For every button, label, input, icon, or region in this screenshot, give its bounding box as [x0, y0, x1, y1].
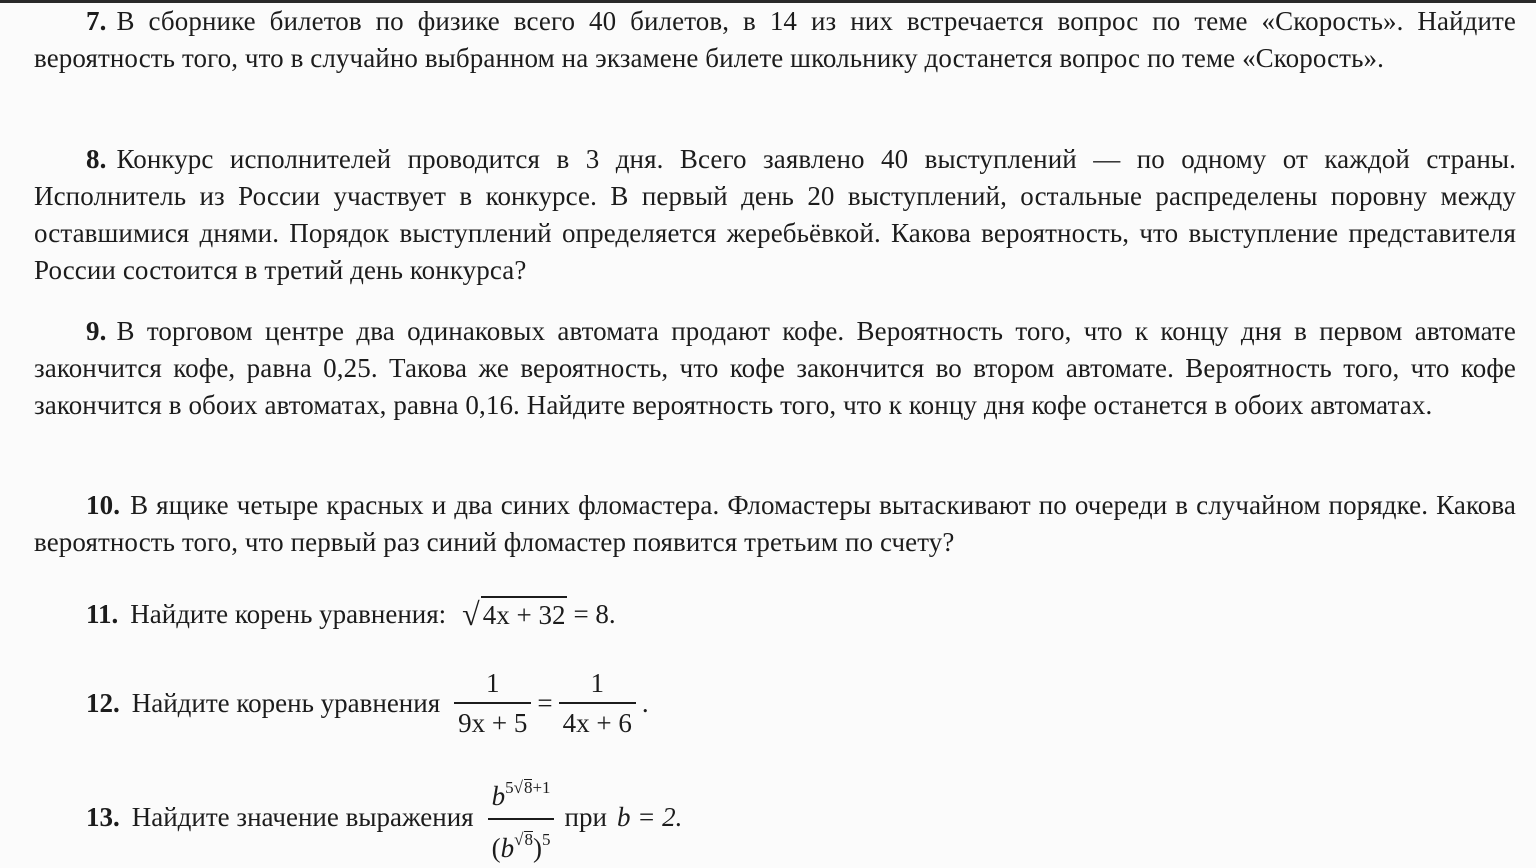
fraction-numerator: 1 [486, 668, 500, 698]
problem-number: 11. [86, 598, 119, 629]
problem-9 [34, 313, 1516, 424]
problem-number: 9. [86, 316, 107, 346]
exponent-radicand: 8 [523, 778, 533, 797]
problem-13 [86, 770, 682, 864]
exponent-coefficient: 5 [505, 778, 514, 797]
open-paren: ( [491, 833, 501, 863]
period: . [641, 687, 649, 718]
fraction-numerator: 1 [590, 668, 604, 698]
problem-8 [34, 141, 1516, 289]
equals-sign: = [537, 687, 553, 718]
square-root-expression [462, 596, 567, 632]
problem-text: Найдите корень уравнения: [130, 598, 447, 629]
condition-word: при [564, 801, 607, 832]
problem-number: 12. [86, 687, 120, 718]
right-fraction [559, 664, 636, 742]
problem-number: 10. [86, 490, 121, 520]
problem-10 [34, 487, 1516, 561]
problem-text: В сборнике билетов по физике всего 40 билетов, в 14 из них встречается вопрос по теме «Скорость». Найдите вероятность того, что в случайно выбранном на экзамене билете школьнику достанется вопрос по теме «Скорость». [34, 6, 1516, 73]
problem-text: В ящике четыре красных и два синих фломастера. Фломастеры вытаскивают по очереди в случайном порядке. Какова вероятность того, что первый раз синий фломастер появится третьим по счету? [34, 490, 1516, 557]
problem-11 [86, 592, 616, 636]
problem-text: Найдите корень уравнения [131, 687, 441, 718]
exponent: 5√8+1 [505, 778, 551, 797]
equation-rhs: = 8. [573, 598, 616, 629]
fraction-numerator [488, 766, 555, 818]
radical-sign: √ [462, 596, 480, 632]
problem-text: Конкурс исполнителей проводится в 3 дня. Всего заявлено 40 выступлений — по одному от каждой страны. Исполнитель из России участвует в конкурсе. В первый день 20 выступлений, остальные распределены поровну между оставшимися днями. Порядок выступлений определяется жеребьёвкой. Какова вероятность, что выступление представителя России состоится в третий день конкурса? [34, 144, 1516, 285]
base-variable: b [500, 833, 515, 863]
problem-number: 8. [86, 144, 107, 174]
close-paren: ) [532, 833, 542, 863]
condition-value: b = 2. [616, 801, 683, 832]
fraction-denominator [488, 818, 555, 868]
problem-text: Найдите значение выражения [131, 801, 474, 832]
problem-number: 7. [86, 6, 107, 36]
radicand: 4x + 32 [481, 596, 568, 632]
problem-text: В торговом центре два одинаковых автомата продают кофе. Вероятность того, что к концу дня в первом автомате закончится кофе, равна 0,25. Такова же вероятность, что кофе закончится во втором автомате. Вероятность того, что кофе закончится в обоих автоматах, равна 0,16. Найдите вероятность того, что к концу дня кофе останется в обоих автоматах. [34, 316, 1516, 420]
problem-7 [34, 3, 1516, 77]
inner-radicand: 8 [524, 830, 533, 849]
problem-12 [86, 660, 649, 746]
left-fraction [454, 664, 531, 742]
fraction-denominator: 4x + 6 [559, 702, 636, 742]
fraction-denominator: 9x + 5 [454, 702, 531, 742]
outer-exponent: 5 [541, 830, 551, 849]
problem-number: 13. [86, 801, 120, 832]
base-variable: b [491, 781, 506, 811]
inner-exponent: √8 [514, 830, 533, 849]
expression-fraction [488, 766, 555, 868]
exponent-tail: +1 [532, 778, 551, 797]
